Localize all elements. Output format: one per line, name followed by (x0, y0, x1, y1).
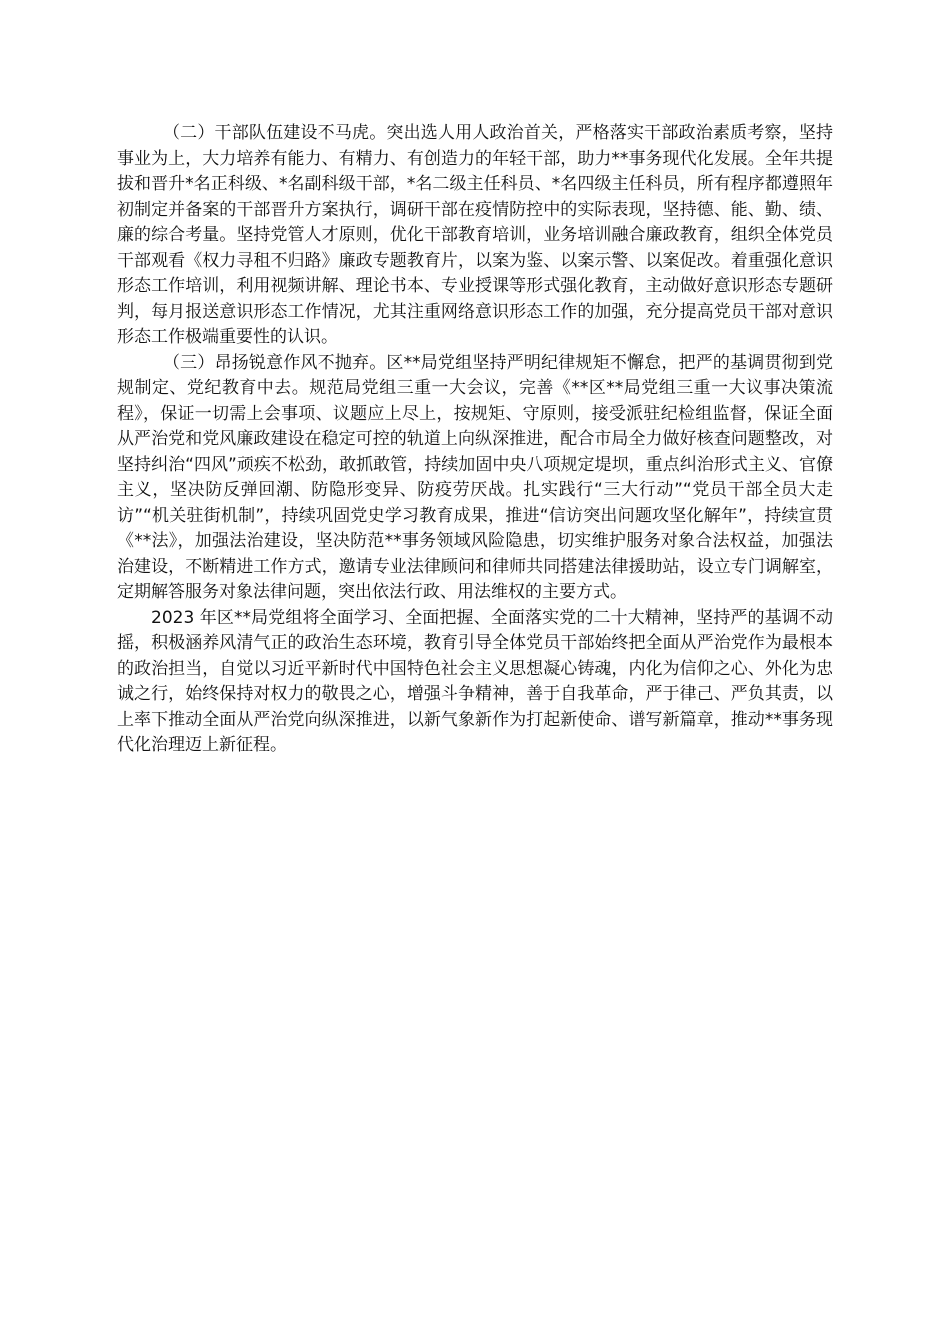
paragraph-work-style: （三）昂扬锐意作风不抛弃。区**局党组坚持严明纪律规矩不懈怠，把严的基调贯彻到党规制定、党纪教育中去。规范局党组三重一大会议，完善《**区**局党组三重一大议事决策流程》，保证一切需上会事项、议题应上尽上，按规矩、守原则，接受派驻纪检组监督，保证全面从严治党和党风廉政建设在稳定可控的轨道上向纵深推进，配合市局全力做好核查问题整改，对坚持纠治“四风”顽疾不松劲，敢抓敢管，持续加固中央八项规定堤坝，重点纠治形式主义、官僚主义，坚决防反弹回潮、防隐形变异、防疫劳厌战。扎实践行“三大行动”“党员干部全员大走访”“机关驻街机制”，持续巩固党史学习教育成果，推进“信访突出问题攻坚化解年”，持续宣贯《**法》，加强法治建设，坚决防范**事务领域风险隐患，切实维护服务对象合法权益，加强法治建设，不断精进工作方式，邀请专业法律顾问和律师共同搭建法律援助站，设立专门调解室，定期解答服务对象法律问题，突出依法行政、用法维权的主要方式。 (117, 352, 833, 602)
paragraph-cadre-team-building: （二）干部队伍建设不马虎。突出选人用人政治首关，严格落实干部政治素质考察，坚持事业为上，大力培养有能力、有精力、有创造力的年轻干部，助力**事务现代化发展。全年共提拔和晋升*名正科级、*名副科级干部，*名二级主任科员、*名四级主任科员，所有程序都遵照年初制定并备案的干部晋升方案执行，调研干部在疫情防控中的实际表现，坚持德、能、勤、绩、廉的综合考量。坚持党管人才原则，优化干部教育培训，业务培训融合廉政教育，组织全体党员干部观看《权力寻租不归路》廉政专题教育片，以案为鉴、以案示警、以案促改。着重强化意识形态工作培训，利用视频讲解、理论书本、专业授课等形式强化教育，主动做好意识形态专题研判，每月报送意识形态工作情况，尤其注重网络意识形态工作的加强，充分提高党员干部对意识形态工作极端重要性的认识。 (117, 123, 833, 347)
document-body (117, 121, 833, 759)
paragraph-2023-plan: 2023 年区**局党组将全面学习、全面把握、全面落实党的二十大精神，坚持严的基调不动摇，积极涵养风清气正的政治生态环境，教育引导全体党员干部始终把全面从严治党作为最根本的政治担当，自觉以习近平新时代中国特色社会主义思想凝心铸魂，内化为信仰之心、外化为忠诚之行，始终保持对权力的敬畏之心，增强斗争精神，善于自我革命，严于律己、严负其责，以上率下推动全面从严治党向纵深推进，以新气象新作为打起新使命、谱写新篇章，推动**事务现代化治理迈上新征程。 (117, 607, 833, 755)
